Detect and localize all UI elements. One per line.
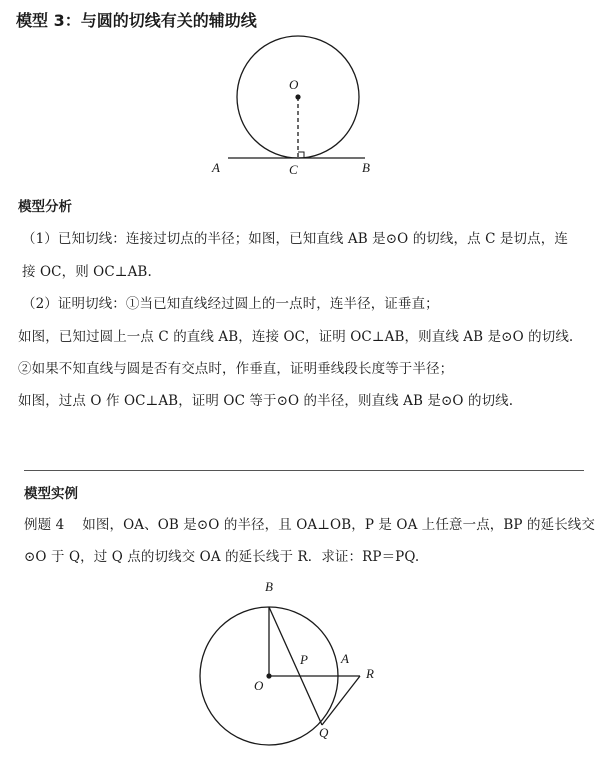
- analysis-line-6: 如图，过点 O 作 OC⊥AB，证明 OC 等于⊙O 的半径，则直线 AB 是⊙O 的切线.: [18, 393, 514, 409]
- analysis-line-2: 接 OC，则 OC⊥AB.: [22, 264, 152, 280]
- example-line-2: ⊙O 于 Q，过 Q 点的切线交 OA 的延长线于 R．求证：RP＝PQ.: [24, 549, 420, 565]
- label-p: P: [300, 652, 308, 667]
- example-line-1: 例题 4 如图，OA、OB 是⊙O 的半径，且 OA⊥OB，P 是 OA 上任意一点，BP 的延长线交: [24, 517, 595, 533]
- example-figure: [0, 570, 611, 762]
- label-o: O: [254, 678, 264, 693]
- analysis-line-4: 如图，已知过圆上一点 C 的直线 AB，连接 OC，证明 OC⊥AB，则直线 AB 是⊙O 的切线.: [18, 329, 574, 345]
- line-bq: [269, 607, 322, 725]
- section-divider: [24, 470, 584, 471]
- label-b: B: [362, 160, 370, 175]
- label-r: R: [366, 666, 374, 681]
- center-point-o: [266, 673, 271, 678]
- label-a: A: [212, 160, 220, 175]
- analysis-line-5: ②如果不知直线与圆是否有交点时，作垂直，证明垂线段长度等于半径；: [18, 361, 454, 377]
- tangent-line-qr: [322, 676, 360, 725]
- label-a: A: [341, 651, 349, 666]
- label-b: B: [265, 579, 273, 594]
- right-angle-mark: [298, 152, 304, 158]
- example-heading: 模型实例: [24, 486, 78, 502]
- label-c: C: [289, 162, 298, 177]
- analysis-line-1: （1）已知切线：连接过切点的半径；如图，已知直线 AB 是⊙O 的切线，点 C 是切点，连: [22, 231, 568, 247]
- analysis-heading: 模型分析: [18, 199, 72, 215]
- tangent-figure: [0, 0, 611, 190]
- center-point-o: [295, 94, 300, 99]
- analysis-line-3: （2）证明切线：①当已知直线经过圆上的一点时，连半径，证垂直；: [22, 296, 439, 312]
- label-o: O: [289, 77, 299, 92]
- label-q: Q: [319, 725, 329, 740]
- page-title: 模型 3：与圆的切线有关的辅助线: [16, 11, 257, 30]
